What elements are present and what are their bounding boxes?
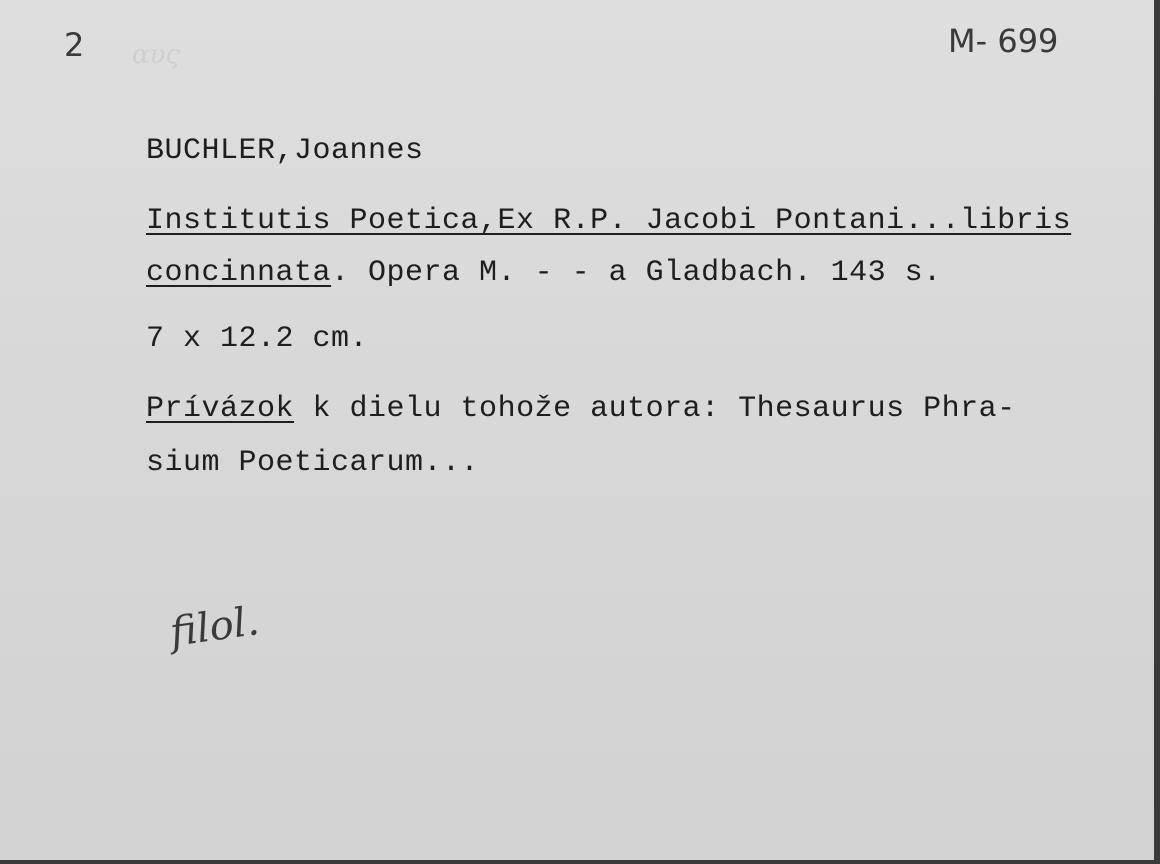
handwritten-note: filol.	[167, 598, 262, 656]
note-line-1	[146, 392, 1016, 426]
call-number: M- 699	[948, 22, 1059, 60]
sequence-number: 2	[64, 26, 85, 64]
note-line-2: sium Poeticarum...	[146, 446, 480, 480]
title-line-2	[146, 256, 942, 290]
title-line-1	[146, 204, 1071, 238]
publication-details: . Opera M. - - a Gladbach. 143 s.	[331, 256, 942, 290]
note-text: k dielu tohože autora: Thesaurus Phra-	[294, 392, 1016, 426]
title-underlined-continued: concinnata	[146, 256, 332, 290]
note-underlined: Prívázok	[146, 392, 295, 426]
dimensions: 7 x 12.2 cm.	[146, 322, 369, 356]
title-underlined: Institutis Poetica,Ex R.P. Jacobi Pontani...libris	[146, 204, 1072, 238]
faint-pencil-mark: αυς	[132, 40, 180, 70]
author-heading: BUCHLER,Joannes	[146, 134, 424, 168]
